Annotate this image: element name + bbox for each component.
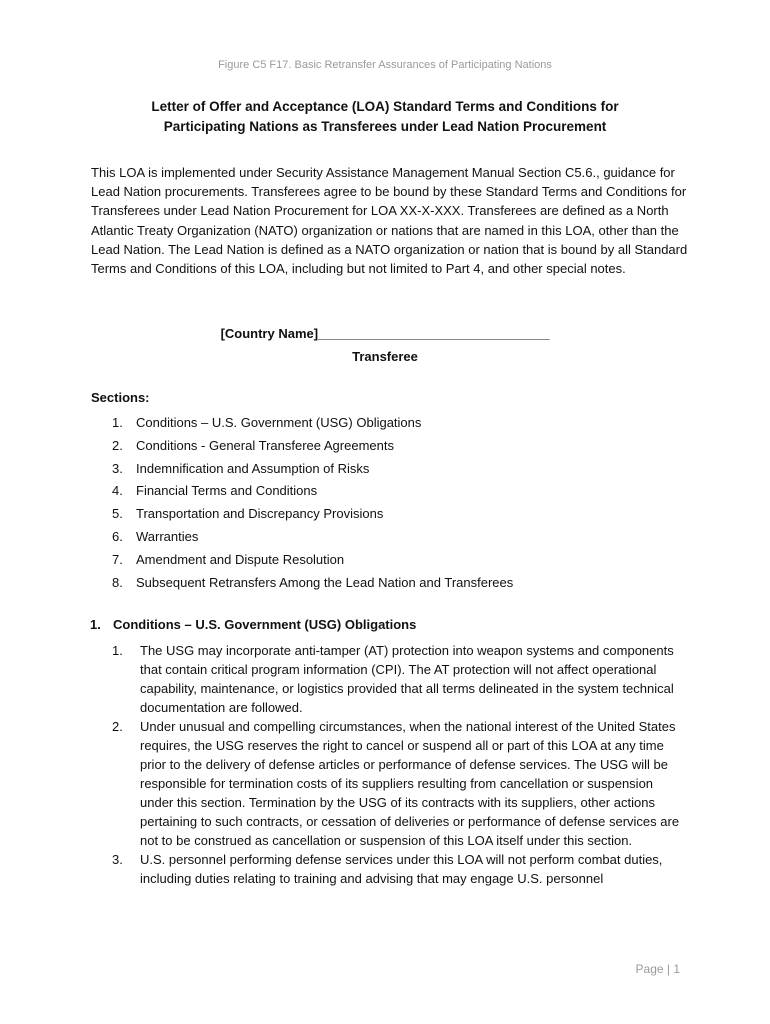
sections-list xyxy=(112,412,513,594)
item-text: Under unusual and compelling circumstances, when the national interest of the United States requires, the USG reserves the right to cancel or suspend all or part of this LOA at any time prior to the delivery of defense articles or performance of defense services. The USG will be responsible for termination costs of its suppliers resulting from cancellation or suspension under this section. Termination by the USG of its contracts with its suppliers, other actions pertaining to such contracts, or cessation of deliveries or performance of defense services are not to be construed as cancellation or suspension of this LOA itself under this section. xyxy=(140,719,680,848)
item-number: 3. xyxy=(112,852,123,867)
title-line-1: Letter of Offer and Acceptance (LOA) Standard Terms and Conditions for xyxy=(151,99,619,114)
item-number: 1. xyxy=(112,643,123,658)
list-item xyxy=(112,549,513,572)
list-item-number: 4. xyxy=(112,483,123,499)
item-text: The USG may incorporate anti-tamper (AT) protection into weapon systems and components that contain critical program information (CPI). The AT protection will not affect operational capability, maintenance, or logistics provided that all terms delineated in the system technical documentation are followed. xyxy=(140,643,674,715)
transferee-label: Transferee xyxy=(352,349,418,364)
sections-heading: Sections: xyxy=(91,390,150,405)
title-line-2: Participating Nations as Transferees under Lead Nation Procurement xyxy=(163,119,607,134)
list-item xyxy=(112,435,513,458)
list-item xyxy=(112,458,513,481)
list-item xyxy=(112,526,513,549)
list-item-label: Warranties xyxy=(136,528,199,544)
list-item-label: Indemnification and Assumption of Risks xyxy=(136,460,370,476)
section-title: Conditions – U.S. Government (USG) Obligations xyxy=(113,617,417,632)
list-item-number: 7. xyxy=(112,551,123,567)
list-item-label: Conditions - General Transferee Agreements xyxy=(136,437,394,453)
intro-paragraph: This LOA is implemented under Security Assistance Management Manual Section C5.6., guidance for Lead Nation procurements. Transferees agree to be bound by these Standard Terms and Conditions for Transferees under Lead Nation Procurement for LOA XX-X-XXX. Transferees are defined as a North Atlantic Treaty Organization (NATO) organization or nations that are named in this LOA, other than the Lead Nation. The Lead Nation is defined as a NATO organization or nation that is bound by all Standard Terms and Conditions of this LOA, including but not limited to Part 4, and other special notes. xyxy=(91,165,688,277)
list-item xyxy=(112,850,682,888)
section-1-heading xyxy=(90,617,416,632)
list-item xyxy=(112,641,682,717)
list-item xyxy=(112,503,513,526)
list-item xyxy=(112,480,513,503)
list-item-number: 6. xyxy=(112,528,123,544)
list-item-number: 2. xyxy=(112,437,123,453)
item-text: U.S. personnel performing defense services under this LOA will not perform combat duties, including duties relating to training and advising that may engage U.S. personnel xyxy=(140,852,663,886)
list-item-number: 8. xyxy=(112,574,123,590)
page-number: Page | 1 xyxy=(635,962,680,976)
page-title xyxy=(60,97,710,137)
list-item-label: Transportation and Discrepancy Provisions xyxy=(136,506,384,522)
figure-caption: Figure C5 F17. Basic Retransfer Assurances of Participating Nations xyxy=(218,59,552,71)
signature-block xyxy=(0,322,770,368)
list-item xyxy=(112,572,513,595)
list-item-label: Conditions – U.S. Government (USG) Obligations xyxy=(136,415,422,430)
list-item xyxy=(112,412,513,435)
list-item-label: Amendment and Dispute Resolution xyxy=(136,551,345,567)
list-item-number: 1. xyxy=(112,415,123,430)
list-item-label: Subsequent Retransfers Among the Lead Nation and Transferees xyxy=(136,574,514,590)
list-item-number: 3. xyxy=(112,460,123,476)
item-number: 2. xyxy=(112,719,123,734)
list-item xyxy=(112,717,682,850)
section-1-items xyxy=(112,641,682,888)
section-number: 1. xyxy=(90,617,101,632)
list-item-number: 5. xyxy=(112,506,123,522)
country-name-line: [Country Name]________________________________ xyxy=(220,326,550,341)
list-item-label: Financial Terms and Conditions xyxy=(136,483,318,499)
